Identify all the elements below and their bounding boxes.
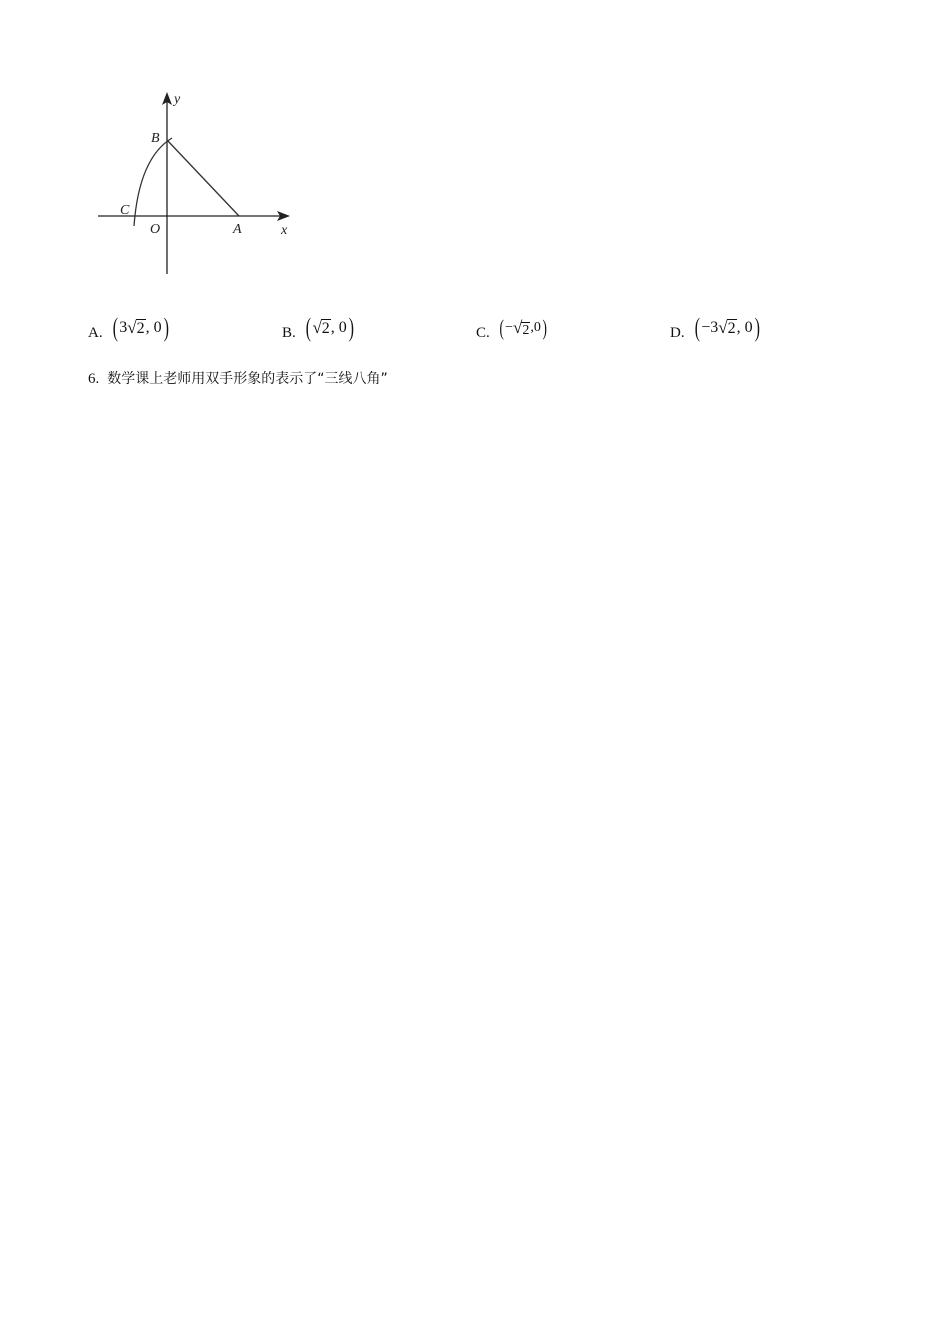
figure-svg <box>92 86 302 281</box>
option-b[interactable] <box>282 310 355 346</box>
option-b-letter: B. <box>282 324 296 341</box>
sqrt-icon: √ 2 <box>718 318 736 338</box>
option-d-letter: D. <box>670 324 685 341</box>
option-c-second: 0 <box>533 320 541 335</box>
option-a-expression <box>111 315 171 341</box>
label-c: C <box>120 203 130 218</box>
question-6-text: 数学课上老师用双手形象的表示了“三线八角” <box>107 371 388 387</box>
comma: , <box>736 319 745 336</box>
option-d-expression <box>693 315 762 341</box>
option-d-second: 0 <box>744 319 753 336</box>
option-b-second: 0 <box>338 319 347 336</box>
right-paren: ) <box>754 313 760 342</box>
option-d-coef: 3 <box>710 319 719 336</box>
option-c-radicand: 2 <box>522 322 530 338</box>
right-paren: ) <box>163 313 169 342</box>
option-c-expression <box>498 317 548 339</box>
comma: , <box>530 320 534 335</box>
arc-bc <box>134 138 172 226</box>
label-y: y <box>174 92 181 107</box>
sqrt-icon: √ 2 <box>513 318 530 338</box>
left-paren: ( <box>499 315 504 340</box>
label-o: O <box>150 222 161 237</box>
question-6-number: 6. <box>88 371 100 387</box>
option-d-sign: − <box>701 319 711 336</box>
option-a-letter: A. <box>88 324 103 341</box>
left-paren: ( <box>305 313 311 342</box>
option-b-radicand: 2 <box>321 320 330 338</box>
option-b-expression <box>304 315 356 341</box>
segment-ba <box>167 140 239 216</box>
option-d[interactable] <box>670 310 761 346</box>
label-b: B <box>151 131 160 146</box>
left-paren: ( <box>694 313 700 342</box>
comma: , <box>145 319 154 336</box>
right-paren: ) <box>542 315 547 340</box>
option-c-letter: C. <box>476 324 490 341</box>
option-c[interactable] <box>476 310 548 346</box>
option-a-coef: 3 <box>119 319 128 336</box>
answer-options <box>0 310 950 350</box>
coordinate-figure <box>92 86 302 281</box>
question-6 <box>88 368 388 388</box>
option-a[interactable] <box>88 310 170 346</box>
right-paren: ) <box>348 313 354 342</box>
sqrt-icon: √ 2 <box>312 318 330 338</box>
option-a-radicand: 2 <box>136 320 145 338</box>
comma: , <box>330 319 339 336</box>
sqrt-icon: √ 2 <box>127 318 145 338</box>
option-d-radicand: 2 <box>727 320 736 338</box>
option-c-sign: − <box>505 320 513 335</box>
label-x: x <box>281 223 288 238</box>
left-paren: ( <box>112 313 118 342</box>
option-a-second: 0 <box>153 319 162 336</box>
label-a: A <box>233 222 242 237</box>
